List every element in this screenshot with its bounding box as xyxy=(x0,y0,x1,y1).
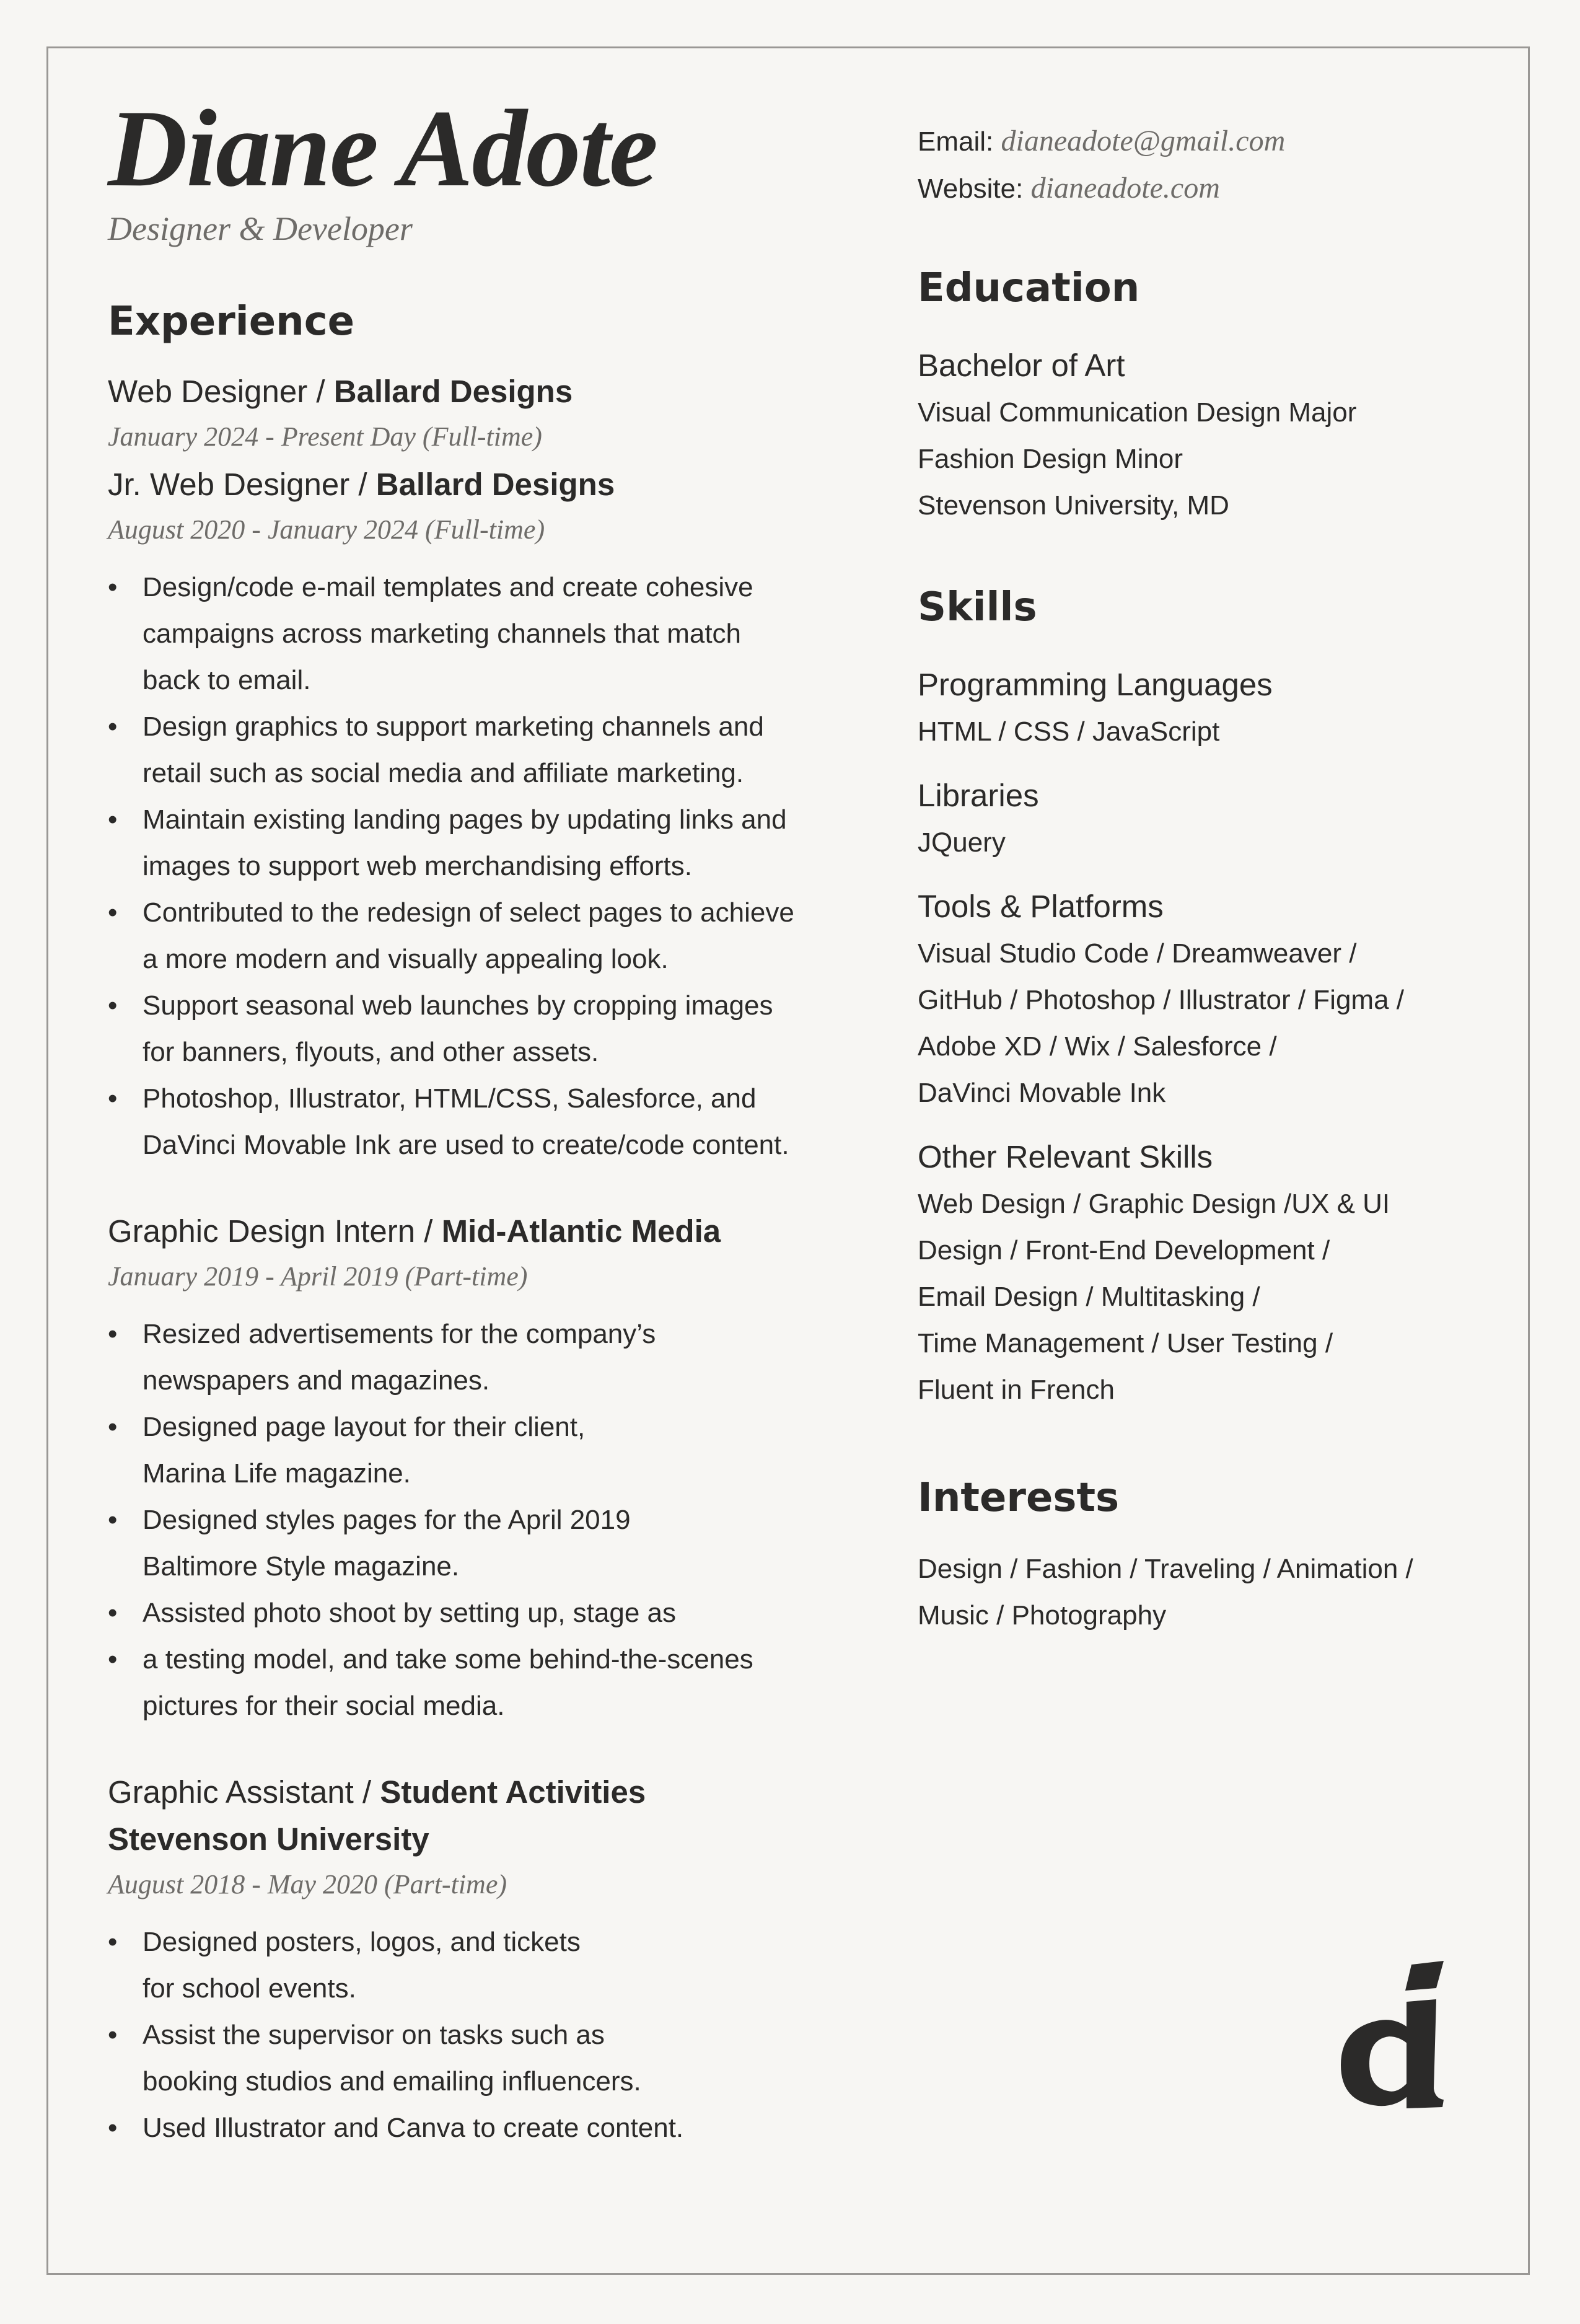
job-organization: Student Activities xyxy=(380,1774,646,1810)
skill-line: Fluent in French xyxy=(918,1375,1115,1405)
website-label: Website: xyxy=(918,174,1024,204)
interests-line: Design / Fashion / Traveling / Animation / xyxy=(918,1554,1413,1584)
job-date: August 2018 - May 2020 (Part-time) xyxy=(108,1869,507,1899)
skills-heading: Skills xyxy=(918,584,1037,630)
interests-line: Music / Photography xyxy=(918,1600,1167,1631)
skill-line: JQuery xyxy=(918,827,1006,858)
degree-title: Bachelor of Art xyxy=(918,348,1125,383)
job-organization: Ballard Designs xyxy=(333,374,573,409)
skill-line: Design / Front-End Development / xyxy=(918,1235,1330,1265)
skill-line: Visual Studio Code / Dreamweaver / xyxy=(918,938,1357,969)
job-role: Graphic Design Intern / xyxy=(108,1213,442,1249)
skills-section xyxy=(918,584,1475,1413)
bullet-line: retail such as social media and affiliate marketing. xyxy=(143,758,744,788)
bullet-line: newspapers and magazines. xyxy=(143,1365,490,1396)
job-date: January 2019 - April 2019 (Part-time) xyxy=(108,1261,528,1292)
bullet-line: • Design graphics to support marketing channels and xyxy=(143,711,764,742)
job-role: Web Designer / xyxy=(108,374,334,409)
skill-line: GitHub / Photoshop / Illustrator / Figma / xyxy=(918,985,1404,1015)
job-bullets xyxy=(108,1311,876,1729)
bullet-item xyxy=(108,982,876,1075)
bullet-line: campaigns across marketing channels that match xyxy=(143,618,742,649)
job-role: Graphic Assistant / xyxy=(108,1774,380,1810)
interests-section xyxy=(918,1475,1475,1639)
skill-line: Adobe XD / Wix / Salesforce / xyxy=(918,1031,1277,1062)
bullet-line: for school events. xyxy=(143,1973,356,2004)
bullet-line: • Maintain existing landing pages by updating links and xyxy=(143,804,787,835)
right-column xyxy=(918,118,1475,1639)
monogram-logo-icon xyxy=(1332,1958,1456,2113)
bullet-item xyxy=(108,1636,876,1729)
job-bullets xyxy=(108,564,876,1168)
bullet-line: back to email. xyxy=(143,665,311,695)
email-row xyxy=(918,118,1475,165)
bullet-item xyxy=(108,564,876,703)
interests-heading: Interests xyxy=(918,1475,1120,1521)
bullet-line: • Assisted photo shoot by setting up, stage as xyxy=(143,1598,676,1628)
job-organization: Ballard Designs xyxy=(375,467,615,502)
bullet-line: • Assist the supervisor on tasks such as xyxy=(143,2020,605,2050)
education-line: Stevenson University, MD xyxy=(918,490,1229,521)
bullet-line: booking studios and emailing influencers. xyxy=(143,2066,641,2097)
bullet-item xyxy=(108,1590,876,1636)
bullet-line: pictures for their social media. xyxy=(143,1691,505,1721)
bullet-line: Marina Life magazine. xyxy=(143,1458,411,1489)
subtitle: Designer & Developer xyxy=(108,210,413,247)
bullet-line: • Design/code e-mail templates and create cohesive xyxy=(143,572,753,602)
job-title xyxy=(108,461,876,508)
bullet-item xyxy=(108,889,876,982)
contact-info xyxy=(918,118,1475,212)
job-organization: Mid-Atlantic Media xyxy=(441,1213,721,1249)
bullet-line: • Support seasonal web launches by cropping images xyxy=(143,990,773,1021)
bullet-line: • Resized advertisements for the company’s xyxy=(143,1319,656,1349)
job-bullets xyxy=(108,1919,876,2151)
job-entry xyxy=(108,1769,876,2151)
bullet-line: • a testing model, and take some behind-the-scenes xyxy=(143,1644,753,1675)
experience-heading: Experience xyxy=(108,299,355,345)
bullet-item xyxy=(108,1404,876,1497)
skill-line: HTML / CSS / JavaScript xyxy=(918,716,1220,747)
education-section xyxy=(918,265,1475,529)
job-date: August 2020 - January 2024 (Full-time) xyxy=(108,514,545,545)
bullet-line: for banners, flyouts, and other assets. xyxy=(143,1037,599,1067)
bullet-line: images to support web merchandising efforts. xyxy=(143,851,692,881)
job-title xyxy=(108,1208,876,1255)
website-row xyxy=(918,165,1475,212)
job-entry xyxy=(108,461,876,1168)
website-link[interactable]: dianeadote.com xyxy=(1030,172,1220,205)
bullet-line: • Contributed to the redesign of select pages to achieve xyxy=(143,897,794,928)
skill-line: DaVinci Movable Ink xyxy=(918,1078,1166,1108)
name-heading: Diane Adote xyxy=(108,87,657,209)
bullet-line: • Photoshop, Illustrator, HTML/CSS, Salesforce, and xyxy=(143,1083,757,1114)
left-column xyxy=(108,87,876,2151)
bullet-line: • Designed posters, logos, and tickets xyxy=(143,1927,581,1957)
job-title xyxy=(108,1769,876,1863)
job-organization-line2: Stevenson University xyxy=(108,1821,429,1857)
bullet-line: Baltimore Style magazine. xyxy=(143,1551,460,1582)
bullet-line: DaVinci Movable Ink are used to create/code content. xyxy=(143,1130,789,1160)
skill-group-title: Programming Languages xyxy=(918,667,1273,702)
bullet-item xyxy=(108,796,876,889)
bullet-item xyxy=(108,2012,876,2105)
skill-group-title: Tools & Platforms xyxy=(918,889,1164,924)
bullet-item xyxy=(108,2105,876,2151)
job-title xyxy=(108,368,876,415)
skill-group-title: Other Relevant Skills xyxy=(918,1139,1213,1174)
bullet-item xyxy=(108,703,876,796)
education-line: Fashion Design Minor xyxy=(918,444,1183,474)
bullet-item xyxy=(108,1311,876,1404)
bullet-item xyxy=(108,1919,876,2012)
bullet-line: a more modern and visually appealing look. xyxy=(143,944,669,974)
job-entry xyxy=(108,1208,876,1729)
job-role: Jr. Web Designer / xyxy=(108,467,376,502)
bullet-item xyxy=(108,1497,876,1590)
education-heading: Education xyxy=(918,265,1140,311)
email-link[interactable]: dianeadote@gmail.com xyxy=(1001,125,1286,157)
job-entry xyxy=(108,368,876,459)
education-line: Visual Communication Design Major xyxy=(918,397,1357,428)
skill-line: Web Design / Graphic Design /UX & UI xyxy=(918,1189,1390,1219)
email-label: Email: xyxy=(918,126,994,157)
bullet-line: • Designed page layout for their client, xyxy=(143,1412,586,1442)
skill-line: Time Management / User Testing / xyxy=(918,1328,1333,1358)
bullet-item xyxy=(108,1075,876,1168)
skill-line: Email Design / Multitasking / xyxy=(918,1282,1260,1312)
bullet-line: • Designed styles pages for the April 2019 xyxy=(143,1505,631,1535)
job-date: January 2024 - Present Day (Full-time) xyxy=(108,421,542,452)
bullet-line: • Used Illustrator and Canva to create content. xyxy=(143,2113,684,2143)
skill-group-title: Libraries xyxy=(918,778,1039,813)
